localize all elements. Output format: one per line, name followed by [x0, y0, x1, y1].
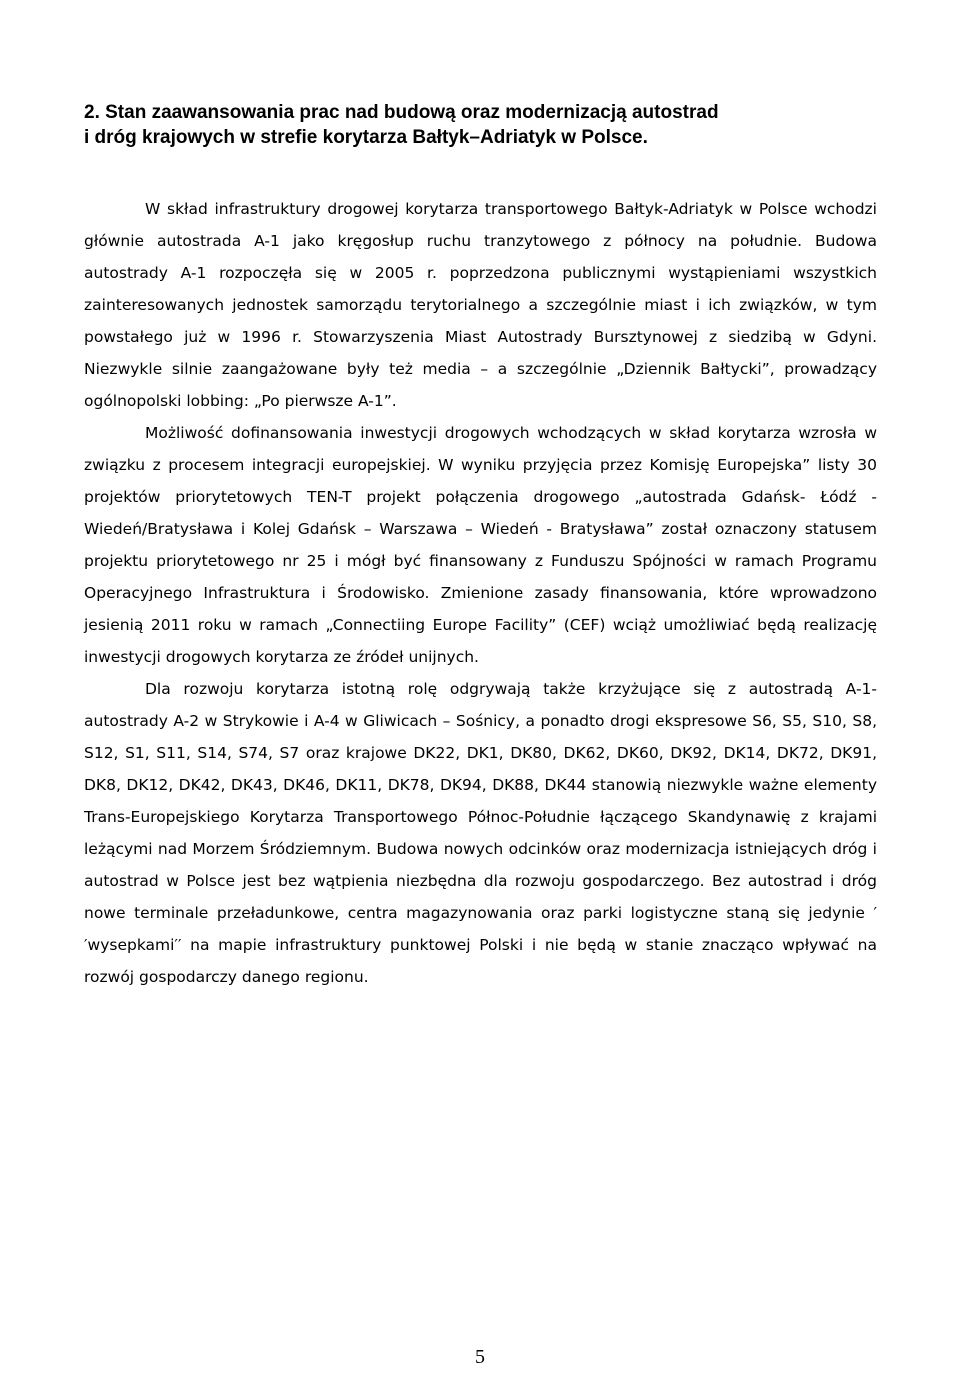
paragraph-crossing-roads: Dla rozwoju korytarza istotną rolę odgrywają także krzyżujące się z autostradą A-1- autostrady A-2 w Strykowie i A-4 w Gliwicach – Sośnicy, a ponadto drogi ekspresowe S6, S5, S10, S8, S12, S1, S11, S14, S74, S7 oraz krajowe DK22, DK1, DK80, DK62, DK60, DK92, DK14, DK72, DK91, DK8, DK12, DK42, DK43, DK46, DK11, DK78, DK94, DK88, DK44 stanowią niezwykle ważne elementy Trans-Europejskiego Korytarza Transportowego Północ-Południe łączącego Skandynawię z krajami leżącymi nad Morzem Śródziemnym. Budowa nowych odcinków oraz modernizacja istniejących dróg i autostrad w Polsce jest bez wątpienia niezbędna dla rozwoju gospodarczego. Bez autostrad i dróg nowe terminale przeładunkowe, centra magazynowania oraz parki logistyczne staną się jedynie ′′wysepkami′′ na mapie infrastruktury punktowej Polski i nie będą w stanie znacząco wpływać na rozwój gospodarczy danego regionu.: [84, 680, 877, 986]
section-heading-line-2: i dróg krajowych w strefie korytarza Bałtyk–Adriatyk w Polsce.: [84, 127, 648, 148]
paragraph-funding: Możliwość dofinansowania inwestycji drogowych wchodzących w skład korytarza wzrosła w związku z procesem integracji europejskiej. W wyniku przyjęcia przez Komisję Europejska” listy 30 projektów priorytetowych TEN-T projekt połączenia drogowego „autostrada Gdańsk- Łódź - Wiedeń/Bratysława i Kolej Gdańsk – Warszawa – Wiedeń - Bratysława” został oznaczony statusem projektu priorytetowego nr 25 i mógł być finansowany z Funduszu Spójności w ramach Programu Operacyjnego Infrastruktura i Środowisko. Zmienione zasady finansowania, które wprowadzono jesienią 2011 roku w ramach „Connectiing Europe Facility” (CEF) wciąż umożliwiać będą realizację inwestycji drogowych korytarza ze źródeł unijnych.: [84, 424, 877, 666]
body-text: [84, 193, 877, 993]
section-heading: [84, 100, 884, 150]
page-number: 5: [475, 1346, 485, 1368]
paragraph-a1-history: W skład infrastruktury drogowej korytarza transportowego Bałtyk-Adriatyk w Polsce wchodzi głównie autostrada A-1 jako kręgosłup ruchu tranzytowego z północy na południe. Budowa autostrady A-1 rozpoczęła się w 2005 r. poprzedzona publicznymi wystąpieniami wszystkich zainteresowanych jednostek samorządu terytorialnego a szczególnie miast i ich związków, w tym powstałego już w 1996 r. Stowarzyszenia Miast Autostrady Bursztynowej z siedzibą w Gdyni. Niezwykle silnie zaangażowane były też media – a szczególnie „Dziennik Bałtycki”, prowadzący ogólnopolski lobbing: „Po pierwsze A-1”.: [84, 200, 877, 410]
section-heading-line-1: 2. Stan zaawansowania prac nad budową oraz modernizacją autostrad: [84, 102, 719, 123]
